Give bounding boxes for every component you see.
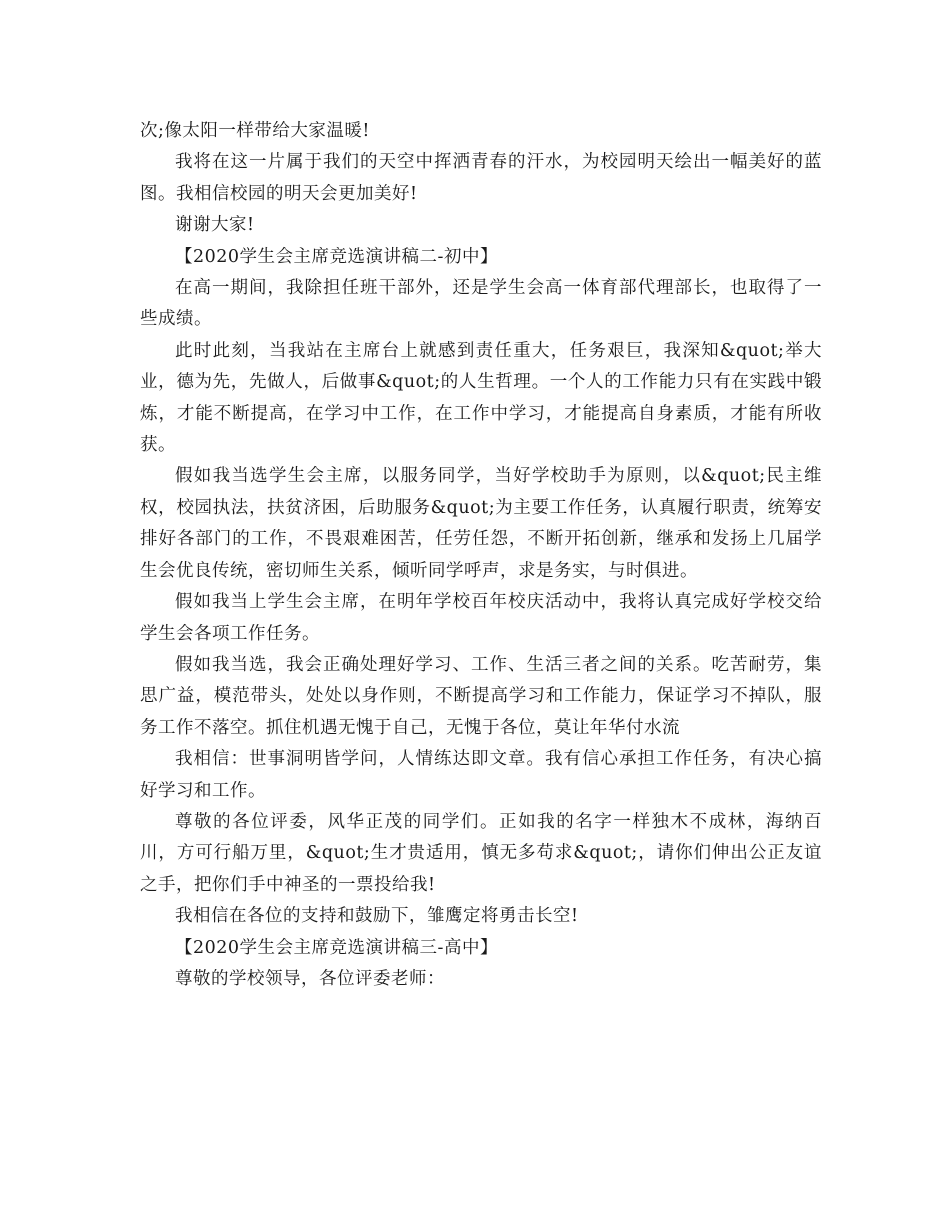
paragraph: 此时此刻，当我站在主席台上就感到责任重大，任务艰巨，我深知&quot;举大业，德为先，先做人，后做事&quot;的人生哲理。一个人的工作能力只有在实践中锻炼，才能不断提高，在学习中工作，在工作中学习，才能提高自身素质，才能有所收获。 bbox=[140, 340, 822, 456]
paragraph: 我相信：世事洞明皆学问，人情练达即文章。我有信心承担工作任务，有决心搞好学习和工作。 bbox=[140, 749, 822, 801]
paragraph: 在高一期间，我除担任班干部外，还是学生会高一体育部代理部长，也取得了一些成绩。 bbox=[140, 278, 822, 330]
paragraph: 尊敬的各位评委，风华正茂的同学们。正如我的名字一样独木不成林，海纳百川，方可行船万里，&quot;生才贵适用，慎无多苟求&quot;，请你们伸出公正友谊之手，把你们手中神圣的一票投给我! bbox=[140, 811, 822, 895]
paragraph: 假如我当上学生会主席，在明年学校百年校庆活动中，我将认真完成好学校交给学生会各项工作任务。 bbox=[140, 592, 822, 644]
paragraph: 假如我当选学生会主席，以服务同学，当好学校助手为原则，以&quot;民主维权，校园执法，扶贫济困，后助服务&quot;为主要工作任务，认真履行职责，统筹安排好各部门的工作，不畏艰难困苦，任劳任怨，不断开拓创新，继承和发扬上几届学生会优良传统，密切师生关系，倾听同学呼声，求是务实，与时俱进。 bbox=[140, 466, 822, 581]
paragraph: 谢谢大家! bbox=[175, 215, 255, 236]
section-heading: 【2020学生会主席竞选演讲稿二-初中】 bbox=[175, 246, 498, 267]
paragraph: 次;像太阳一样带给大家温暖! bbox=[140, 121, 370, 141]
section-heading: 【2020学生会主席竞选演讲稿三-高中】 bbox=[175, 937, 498, 958]
paragraph: 尊敬的学校领导，各位评委老师： bbox=[175, 968, 445, 989]
document-body bbox=[140, 116, 822, 995]
paragraph: 我将在这一片属于我们的天空中挥洒青春的汗水，为校园明天绘出一幅美好的蓝图。我相信校园的明天会更加美好! bbox=[140, 152, 822, 204]
paragraph: 我相信在各位的支持和鼓励下，雏鹰定将勇击长空! bbox=[175, 906, 579, 927]
paragraph: 假如我当选，我会正确处理好学习、工作、生活三者之间的关系。吃苦耐劳，集思广益，模范带头，处处以身作则，不断提高学习和工作能力，保证学习不掉队，服务工作不落空。抓住机遇无愧于自己，无愧于各位，莫让年华付水流 bbox=[140, 654, 822, 738]
